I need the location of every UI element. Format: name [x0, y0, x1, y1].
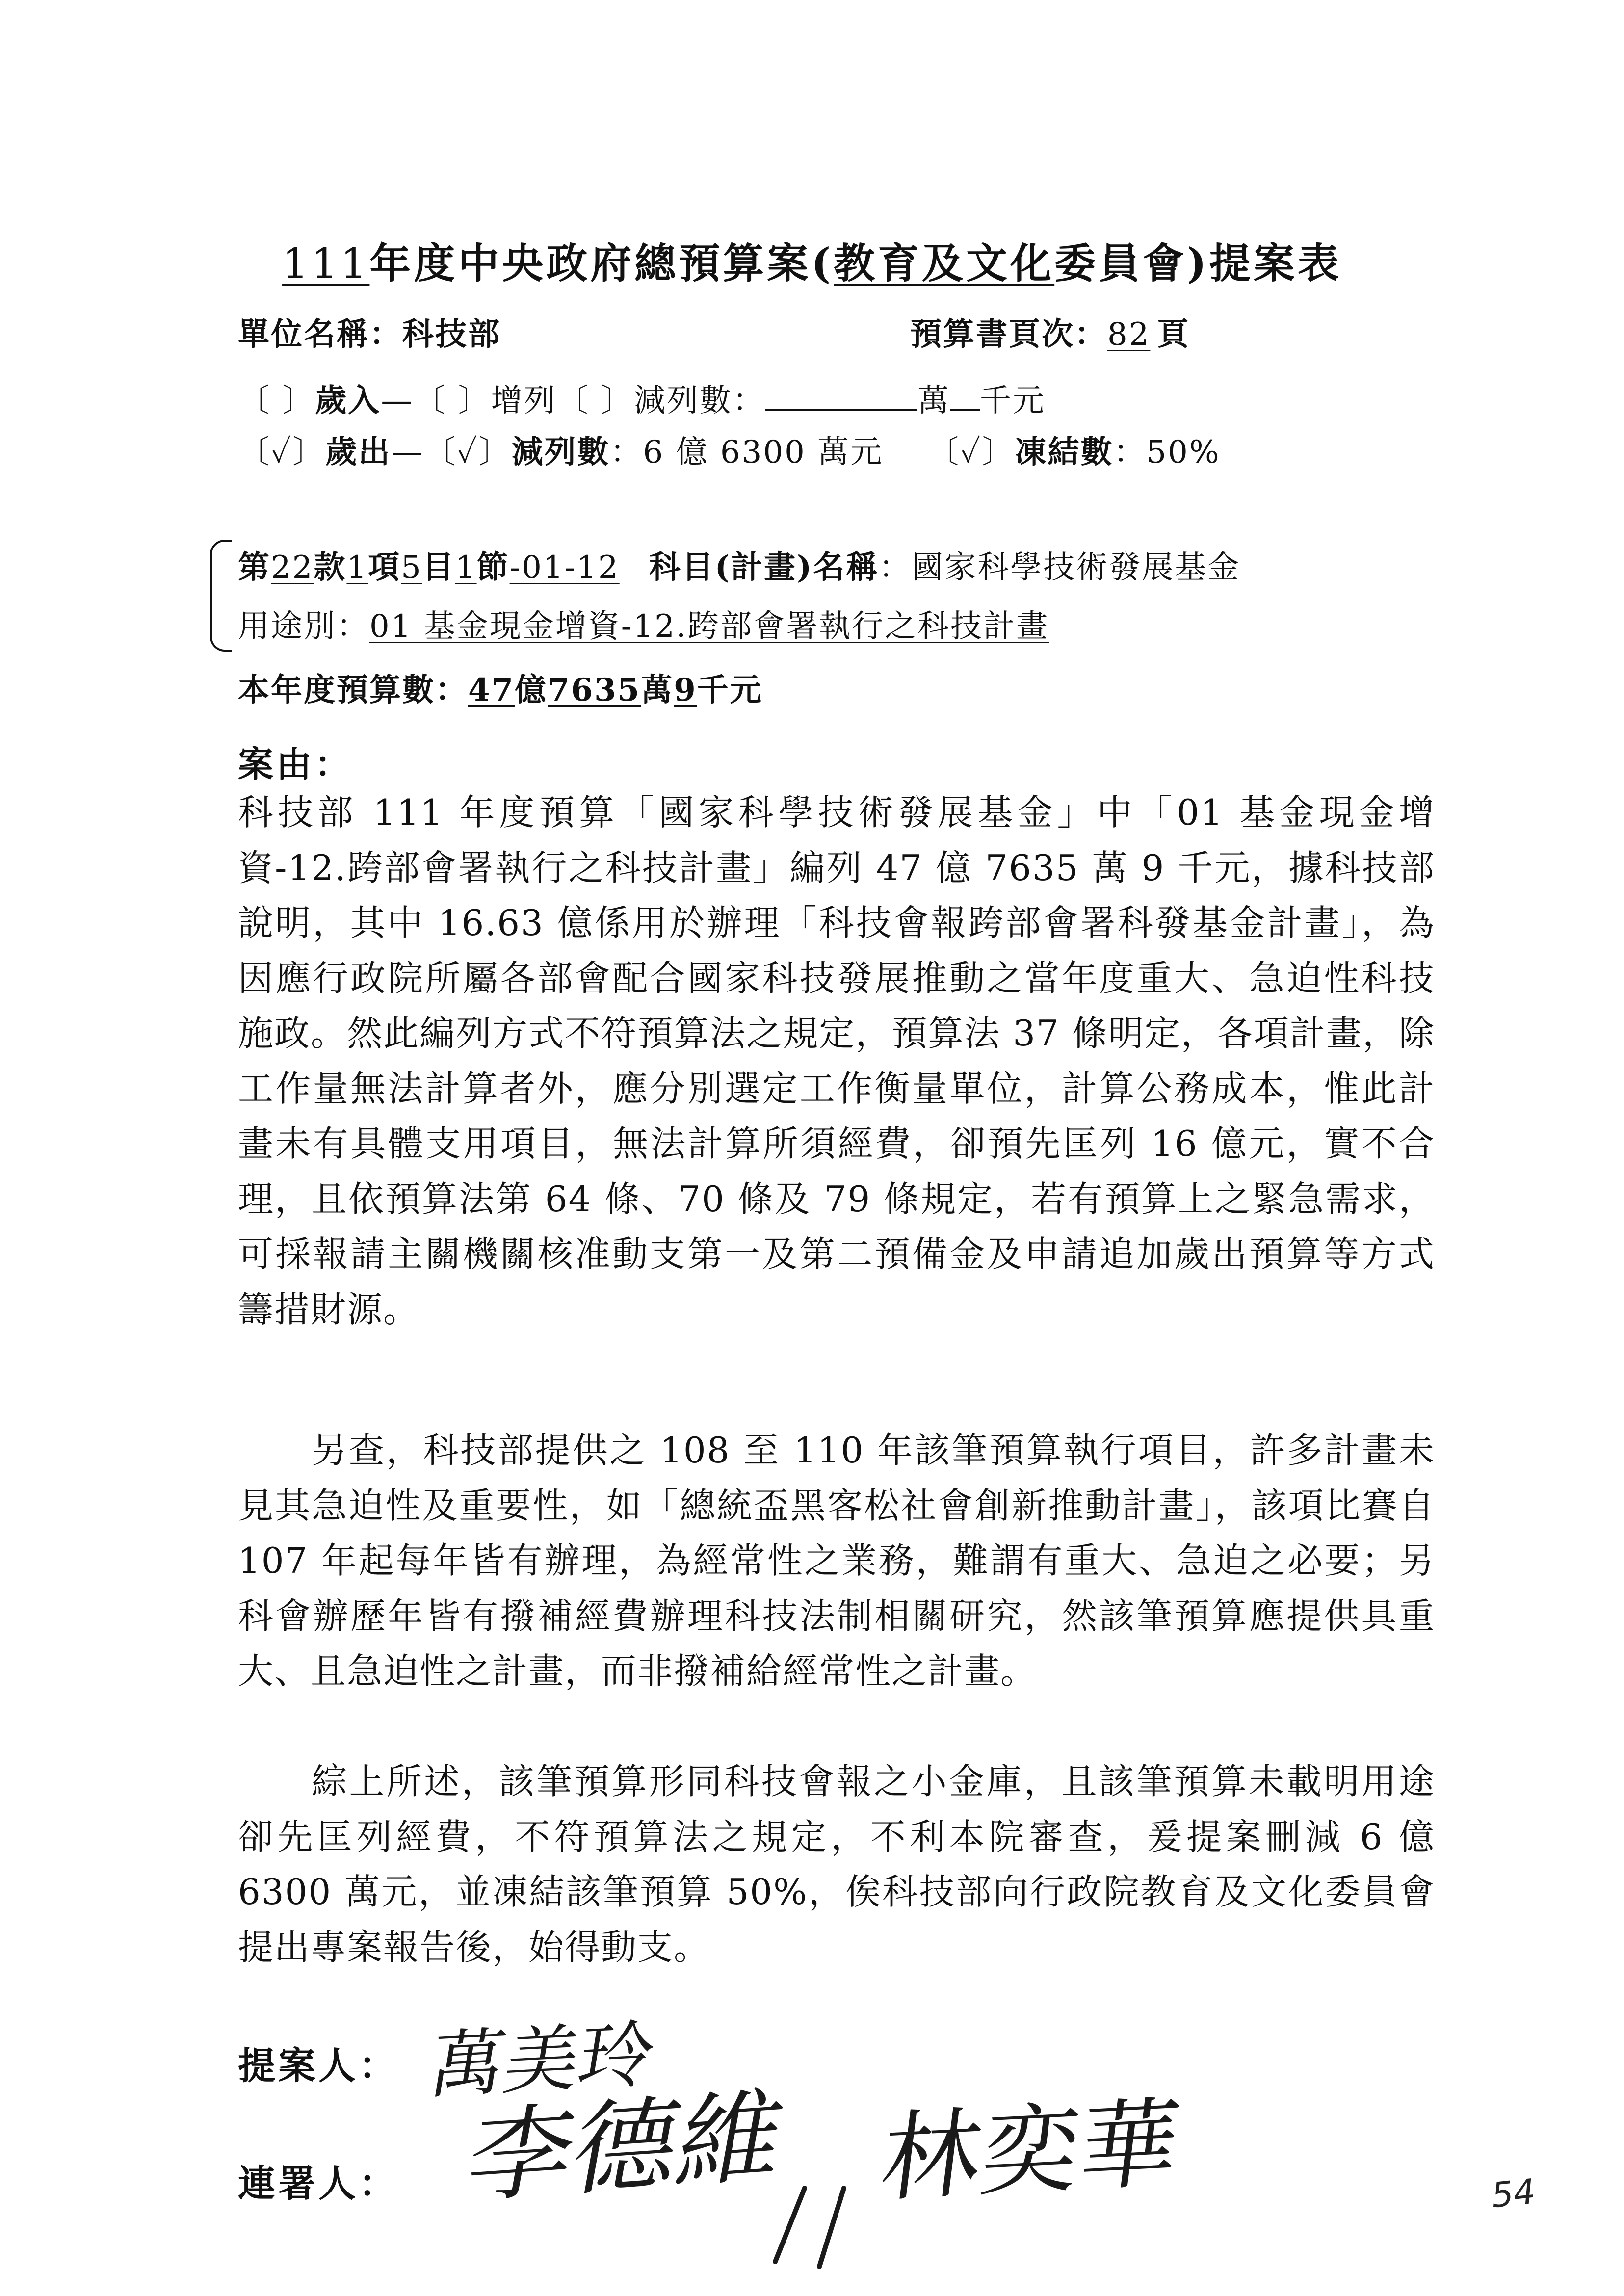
expenditure-dash: —	[391, 434, 424, 470]
freeze-checkbox: 〔✓〕	[927, 434, 1015, 470]
page-number: 54	[1489, 2171, 1538, 2216]
page-title	[0, 231, 1624, 290]
mu-number: 5	[401, 549, 422, 586]
budget-page-row	[910, 309, 1190, 354]
reduction-value: ：6 億 6300 萬元	[610, 434, 884, 470]
decrease-label: 減列數：	[634, 383, 766, 419]
mu-label: 目	[422, 549, 455, 586]
reduction-checkbox: 〔✓〕	[424, 434, 512, 470]
revenue-label: 歲入	[315, 382, 381, 419]
freeze-value: ：50%	[1113, 434, 1221, 470]
xiang-label: 項	[368, 549, 401, 586]
yi-number: 47	[468, 672, 515, 708]
yi-label: 億	[515, 672, 548, 708]
case-paragraph-2: 另查，科技部提供之 108 至 110 年該筆預算執行項目，許多計畫未見其急迫性及重要性，如「總統盃黑客松社會創新推動計畫」，該項比賽自 107 年起每年皆有辦理，為經常性之業務，難謂有重大、急迫之必要；另科會辦歷年皆有撥補經費辦理科技法制相關研究，然該筆預算應提供具重大、且急迫性之計畫，而非撥補給經常性之計畫。	[238, 1430, 1435, 1692]
unit-value: 科技部	[402, 316, 501, 353]
subject-value: ：國家科學技術發展基金	[879, 549, 1241, 586]
cosigner-label: 連署人：	[238, 2162, 399, 2205]
kuan-number: 22	[271, 549, 314, 586]
expenditure-checkbox: 〔✓〕	[238, 434, 326, 470]
usage-line	[238, 601, 1049, 646]
decrease-amount-blank	[765, 383, 917, 411]
unit-label: 單位名稱：	[238, 316, 402, 353]
budget-page-suffix: 頁	[1157, 316, 1190, 353]
proposer-signature: 萬美玲	[423, 2012, 661, 2109]
annual-budget-label: 本年度預算數：	[238, 672, 468, 708]
qian-amount-blank	[950, 383, 980, 411]
wan-unit: 萬	[917, 383, 951, 419]
wan-number: 7635	[548, 672, 641, 708]
qian-unit: 千元	[980, 383, 1046, 419]
subject-label: 科目(計畫)名稱	[649, 549, 879, 586]
revenue-dash: —	[381, 383, 414, 419]
budget-page-label: 預算書頁次：	[910, 316, 1107, 353]
budget-item-line	[238, 542, 1240, 587]
cosigner-signature-1: 李德維	[458, 2076, 794, 2218]
title-year: 111	[282, 239, 370, 287]
title-committee: 教育及文化	[834, 239, 1055, 287]
item-code: -01-12	[509, 549, 620, 586]
qian-number: 9	[674, 672, 697, 708]
item-di: 第	[238, 549, 271, 586]
title-part2: 委員會)提案表	[1054, 239, 1342, 287]
wan-label: 萬	[641, 672, 674, 708]
cosigner-signature-2: 林奕華	[875, 2086, 1186, 2216]
expenditure-line	[238, 427, 1221, 472]
proposer-label: 提案人：	[238, 2044, 399, 2087]
case-paragraph-1: 科技部 111 年度預算「國家科學技術發展基金」中「01 基金現金增資-12.跨部會署執行之科技計畫」編列 47 億 7635 萬 9 千元，據科技部說明，其中 16.63 億係用於辦理「科技會報跨部會署科發基金計畫」，為因應行政院所屬各部會配合國家科技發展推動之當年度重大、急迫性科技施政。然此編列方式不符預算法之規定，預算法 37 條明定，各項計畫，除工作量無法計算者外，應分別選定工作衡量單位，計算公務成本，惟此計畫未有具體支用項目，無法計算所須經費，卻預先匡列 16 億元，實不合理，且依預算法第 64 條、70 條及 79 條規定，若有預算上之緊急需求，可採報請主關機關核准動支第一及第二預備金及申請追加歲出預算等方式籌措財源。	[238, 792, 1435, 1330]
title-part1: 年度中央政府總預算案(	[369, 239, 834, 287]
budget-page-value: 82	[1107, 316, 1151, 353]
increase-checkbox: 〔 〕	[414, 383, 491, 419]
qian-label: 千元	[697, 672, 763, 708]
decrease-checkbox: 〔 〕	[556, 383, 634, 419]
case-paragraph-3: 綜上所述，該筆預算形同科技會報之小金庫，且該筆預算未載明用途卻先匡列經費，不符預算法之規定，不利本院審查，爰提案刪減 6 億 6300 萬元，並凍結該筆預算 50%，俟科技部向行政院教育及文化委員會提出專案報告後，始得動支。	[238, 1761, 1435, 1968]
case-heading: 案由：	[238, 743, 353, 785]
usage-label: 用途別：	[238, 608, 369, 645]
revenue-line	[238, 375, 1046, 420]
xiang-number: 1	[346, 549, 368, 586]
reduction-label: 減列數	[511, 434, 610, 470]
usage-value: 01 基金現金增資-12.跨部會署執行之科技計畫	[369, 608, 1049, 645]
expenditure-label: 歲出	[325, 434, 392, 470]
jie-number: 1	[455, 549, 477, 586]
unit-name-row	[238, 309, 501, 354]
kuan-label: 款	[314, 549, 347, 586]
jie-label: 節	[476, 549, 510, 586]
budget-item-brace	[210, 540, 232, 652]
revenue-checkbox: 〔 〕	[238, 383, 315, 419]
annual-budget-line	[238, 665, 763, 710]
increase-label: 增列	[491, 383, 557, 419]
freeze-label: 凍結數	[1015, 434, 1114, 470]
